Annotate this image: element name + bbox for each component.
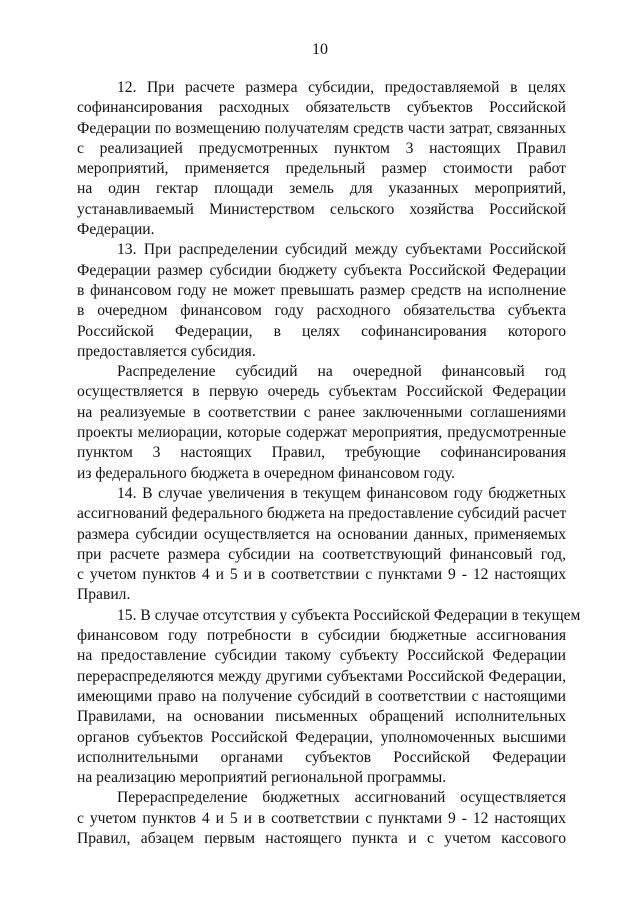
paragraph-distribution bbox=[77, 362, 566, 484]
paragraph-item-13 bbox=[77, 240, 566, 362]
text-line: на реализуемые в соответствии с ранее заключенными соглашениями bbox=[77, 403, 566, 421]
paragraph-item-15 bbox=[77, 606, 581, 789]
text-line: Правил. bbox=[77, 586, 131, 604]
page-number: 10 bbox=[312, 41, 328, 58]
text-line: Федерации размер субсидии бюджету субъекта Российской Федерации bbox=[77, 261, 566, 279]
text-line: с реализацией предусмотренных пунктом 3 настоящих Правил bbox=[77, 139, 566, 157]
text-line: органов субъектов Российской Федерации, уполномоченных высшими bbox=[77, 728, 566, 746]
text-line: 14. В случае увеличения в текущем финансовом году бюджетных bbox=[117, 484, 566, 502]
text-line: Федерации. bbox=[77, 221, 155, 239]
paragraph-redistribution bbox=[77, 788, 566, 849]
document-body bbox=[77, 78, 581, 849]
text-line: имеющими право на получение субсидий в соответствии с настоящими bbox=[77, 687, 566, 705]
paragraph-item-14 bbox=[77, 484, 566, 606]
text-line: устанавливаемый Министерством сельского хозяйства Российской bbox=[77, 200, 566, 218]
text-line: ассигнований федерального бюджета на предоставление субсидий расчет bbox=[77, 505, 567, 523]
text-line: осуществляется в первую очередь субъектам Российской Федерации bbox=[77, 383, 566, 401]
text-line: Правилами, на основании письменных обращений исполнительных bbox=[77, 708, 566, 726]
text-line: Правил, абзацем первым настоящего пункта и с учетом кассового bbox=[77, 829, 566, 847]
text-line: при расчете размера субсидии на соответствующий финансовый год, bbox=[77, 545, 566, 563]
text-line: размера субсидии осуществляется на основании данных, применяемых bbox=[77, 525, 566, 543]
text-line: в очередном финансовом году расходного обязательства субъекта bbox=[77, 302, 566, 320]
text-line: Российской Федерации, в целях софинансирования которого bbox=[77, 322, 566, 340]
text-line: на предоставление субсидии такому субъекту Российской Федерации bbox=[77, 647, 566, 665]
text-line: из федерального бюджета в очередном финансовом году. bbox=[77, 464, 455, 482]
text-line: на один гектар площади земель для указанных мероприятий, bbox=[77, 180, 566, 198]
text-line: исполнительными органами субъектов Российской Федерации bbox=[77, 748, 566, 766]
text-line: предоставляется субсидия. bbox=[77, 342, 256, 360]
text-line: финансовом году потребности в субсидии бюджетные ассигнования bbox=[77, 627, 566, 645]
text-line: 13. При распределении субсидий между субъектами Российской bbox=[117, 241, 566, 259]
paragraph-item-12 bbox=[77, 78, 566, 240]
text-line: Федерации по возмещению получателям средств части затрат, связанных bbox=[77, 119, 566, 137]
text-line: пунктом 3 настоящих Правил, требующие софинансирования bbox=[77, 444, 566, 462]
text-line: 15. В случае отсутствия у субъекта Российской Федерации в текущем bbox=[117, 606, 581, 624]
text-line: проекты мелиорации, которые содержат мероприятия, предусмотренные bbox=[77, 424, 566, 442]
text-line: с учетом пунктов 4 и 5 и в соответствии с пунктами 9 - 12 настоящих bbox=[77, 566, 566, 584]
text-line: с учетом пунктов 4 и 5 и в соответствии с пунктами 9 - 12 настоящих bbox=[77, 809, 566, 827]
text-line: в финансовом году не может превышать размер средств на исполнение bbox=[77, 281, 566, 299]
text-line: 12. При расчете размера субсидии, предоставляемой в целях bbox=[117, 79, 566, 96]
text-line: мероприятий, применяется предельный размер стоимости работ bbox=[77, 160, 566, 178]
text-line: на реализацию мероприятий региональной программы. bbox=[77, 769, 447, 787]
text-line: Распределение субсидий на очередной финансовый год bbox=[117, 363, 566, 381]
text-line: перераспределяются между другими субъектами Российской Федерации, bbox=[77, 667, 566, 685]
text-line: софинансирования расходных обязательств субъектов Российской bbox=[77, 99, 566, 117]
text-line: Перераспределение бюджетных ассигнований осуществляется bbox=[117, 789, 566, 807]
